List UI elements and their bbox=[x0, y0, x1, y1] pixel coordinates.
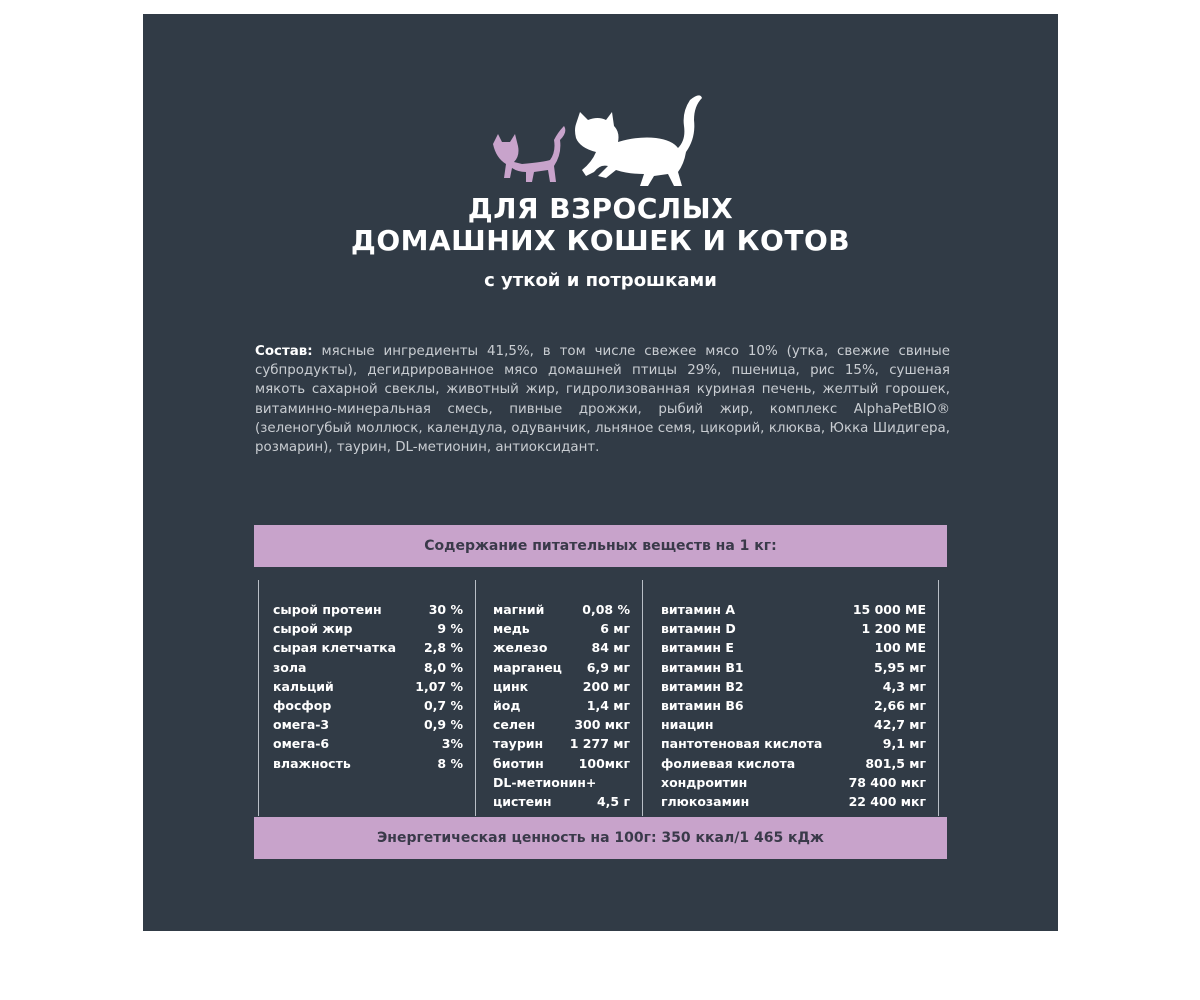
nutrient-row bbox=[273, 754, 463, 773]
nutrient-value: 22 400 мкг bbox=[848, 794, 926, 809]
nutrient-row bbox=[273, 658, 463, 677]
nutrient-row bbox=[273, 715, 463, 734]
nutrient-row bbox=[493, 619, 630, 638]
nutrient-value: 4,3 мг bbox=[882, 678, 926, 694]
nutrient-name: витамин Е bbox=[661, 640, 734, 656]
nutrient-name: фолиевая кислота bbox=[661, 755, 796, 771]
nutrient-row bbox=[273, 638, 463, 657]
nutrient-name: омега-3 bbox=[273, 717, 330, 733]
nutrient-name: витамин А bbox=[661, 602, 735, 617]
nutrient-value: 801,5 мг bbox=[865, 755, 926, 771]
nutrient-value: 1 200 МЕ bbox=[861, 621, 926, 637]
composition-label: Состав: bbox=[255, 344, 313, 359]
nutrient-value: 30 % bbox=[428, 602, 463, 617]
nutrition-column-macros bbox=[258, 580, 476, 816]
nutrient-value: 100 МЕ bbox=[874, 640, 926, 656]
nutrient-row bbox=[661, 715, 926, 734]
nutrient-name: кальций bbox=[273, 678, 334, 694]
nutrient-row bbox=[661, 600, 926, 619]
nutrient-row bbox=[273, 677, 463, 696]
nutrient-value: 8,0 % bbox=[423, 659, 463, 675]
nutrient-value: 8 % bbox=[437, 755, 463, 771]
title-line-2: ДОМАШНИХ КОШЕК И КОТОВ bbox=[350, 224, 851, 257]
nutrient-row bbox=[493, 754, 630, 773]
nutrient-value: 2,8 % bbox=[423, 640, 463, 656]
energy-value-bar bbox=[254, 817, 947, 859]
nutrient-name: омега-6 bbox=[273, 736, 330, 752]
nutrient-value: 42,7 мг bbox=[874, 717, 926, 733]
composition-body: мясные ингредиенты 41,5%, в том числе свежее мясо 10% (утка, свежие свиные субпродукты), дегидрированное мясо домашней птицы 29%, пшеница, рис 15%, сушеная мякоть сахарной свеклы, животный жир, гидролизованная куриная печень, желтый горошек, витаминно-минеральная смесь, пивные дрожжи, рыбий жир, комплекс AlphaPetBIO® (зеленогубый моллюск, календула, одуванчик, льняное семя, цикорий, клюква, Юкка Шидигера, розмарин), таурин, DL-метионин, антиоксидант. bbox=[255, 344, 950, 456]
nutrient-row bbox=[493, 638, 630, 657]
nutrient-row bbox=[493, 715, 630, 734]
nutrient-name: DL-метионин+ bbox=[493, 774, 597, 790]
nutrition-heading bbox=[254, 525, 947, 567]
nutrient-name: влажность bbox=[273, 755, 351, 771]
nutrient-row bbox=[273, 734, 463, 753]
nutrient-row bbox=[493, 658, 630, 677]
nutrient-name: цистеин bbox=[493, 794, 552, 809]
energy-value-text: Энергетическая ценность на 100г: 350 ккал/1 465 кДж bbox=[377, 830, 824, 846]
nutrient-name: зола bbox=[273, 659, 307, 675]
nutrient-name: витамин В2 bbox=[661, 678, 744, 694]
composition-text bbox=[255, 342, 950, 457]
nutrient-name: биотин bbox=[493, 755, 544, 771]
nutrient-value: 6 мг bbox=[600, 621, 630, 637]
nutrient-row bbox=[493, 734, 630, 753]
nutrient-value: 3% bbox=[441, 736, 463, 752]
nutrient-row bbox=[273, 600, 463, 619]
nutrient-name: витамин D bbox=[661, 621, 736, 637]
nutrient-name: витамин В6 bbox=[661, 698, 744, 713]
nutrient-row bbox=[661, 619, 926, 638]
nutrient-value: 9 % bbox=[437, 621, 463, 637]
nutrient-value: 1,07 % bbox=[415, 678, 463, 694]
nutrition-column-minerals bbox=[479, 580, 643, 816]
nutrient-name: йод bbox=[493, 698, 521, 713]
nutrient-name: пантотеновая кислота bbox=[661, 736, 823, 752]
nutrient-name: таурин bbox=[493, 736, 544, 752]
nutrient-name: ниацин bbox=[661, 717, 714, 733]
cat-icon bbox=[575, 95, 702, 186]
nutrition-heading-text: Содержание питательных веществ на 1 кг: bbox=[424, 538, 777, 554]
nutrient-name: витамин В1 bbox=[661, 659, 744, 675]
nutrient-row bbox=[661, 754, 926, 773]
nutrient-name: сырой жир bbox=[273, 621, 353, 637]
nutrient-row bbox=[493, 677, 630, 696]
nutrient-value: 0,9 % bbox=[423, 717, 463, 733]
kitten-icon bbox=[493, 126, 565, 182]
nutrient-row bbox=[661, 658, 926, 677]
nutrient-name: цинк bbox=[493, 678, 529, 694]
nutrient-name: глюкозамин bbox=[661, 794, 750, 809]
nutrient-row bbox=[661, 677, 926, 696]
nutrient-row bbox=[493, 696, 630, 715]
nutrient-value: 9,1 мг bbox=[882, 736, 926, 752]
nutrient-name: сырая клетчатка bbox=[273, 640, 397, 656]
nutrition-column-vitamins bbox=[647, 580, 939, 816]
nutrient-value: 1 277 мг bbox=[569, 736, 630, 752]
nutrient-value: 1,4 мг bbox=[586, 698, 630, 713]
nutrient-row bbox=[661, 734, 926, 753]
nutrient-value: 5,95 мг bbox=[874, 659, 926, 675]
nutrient-name: селен bbox=[493, 717, 536, 733]
nutrient-value: 15 000 МЕ bbox=[852, 602, 926, 617]
nutrient-name: марганец bbox=[493, 659, 562, 675]
nutrient-row bbox=[493, 792, 630, 811]
nutrient-name: фосфор bbox=[273, 698, 332, 713]
nutrient-value: 100мкг bbox=[578, 755, 630, 771]
nutrient-row bbox=[493, 773, 630, 792]
nutrient-row bbox=[273, 696, 463, 715]
nutrient-name: сырой протеин bbox=[273, 602, 382, 617]
nutrient-name: медь bbox=[493, 621, 530, 637]
nutrient-row bbox=[661, 773, 926, 792]
nutrient-value: 0,7 % bbox=[423, 698, 463, 713]
nutrient-row bbox=[661, 638, 926, 657]
nutrient-value: 300 мкг bbox=[574, 717, 630, 733]
nutrient-value: 84 мг bbox=[591, 640, 630, 656]
nutrient-value: 6,9 мг bbox=[586, 659, 630, 675]
product-panel bbox=[143, 14, 1058, 931]
nutrient-row bbox=[661, 792, 926, 811]
nutrient-value: 4,5 г bbox=[596, 794, 630, 809]
nutrient-row bbox=[493, 600, 630, 619]
nutrient-value: 2,66 мг bbox=[874, 698, 926, 713]
nutrient-row bbox=[273, 619, 463, 638]
nutrient-name: хондроитин bbox=[661, 774, 748, 790]
title-line-1: ДЛЯ ВЗРОСЛЫХ bbox=[467, 192, 734, 225]
nutrient-row bbox=[661, 696, 926, 715]
nutrient-value: 78 400 мкг bbox=[848, 774, 926, 790]
nutrient-name: железо bbox=[493, 640, 548, 656]
cats-illustration bbox=[488, 82, 718, 192]
nutrient-value: 200 мг bbox=[582, 678, 630, 694]
nutrient-name: магний bbox=[493, 602, 545, 617]
subtitle: с уткой и потрошками bbox=[484, 270, 717, 291]
nutrient-value: 0,08 % bbox=[582, 602, 630, 617]
